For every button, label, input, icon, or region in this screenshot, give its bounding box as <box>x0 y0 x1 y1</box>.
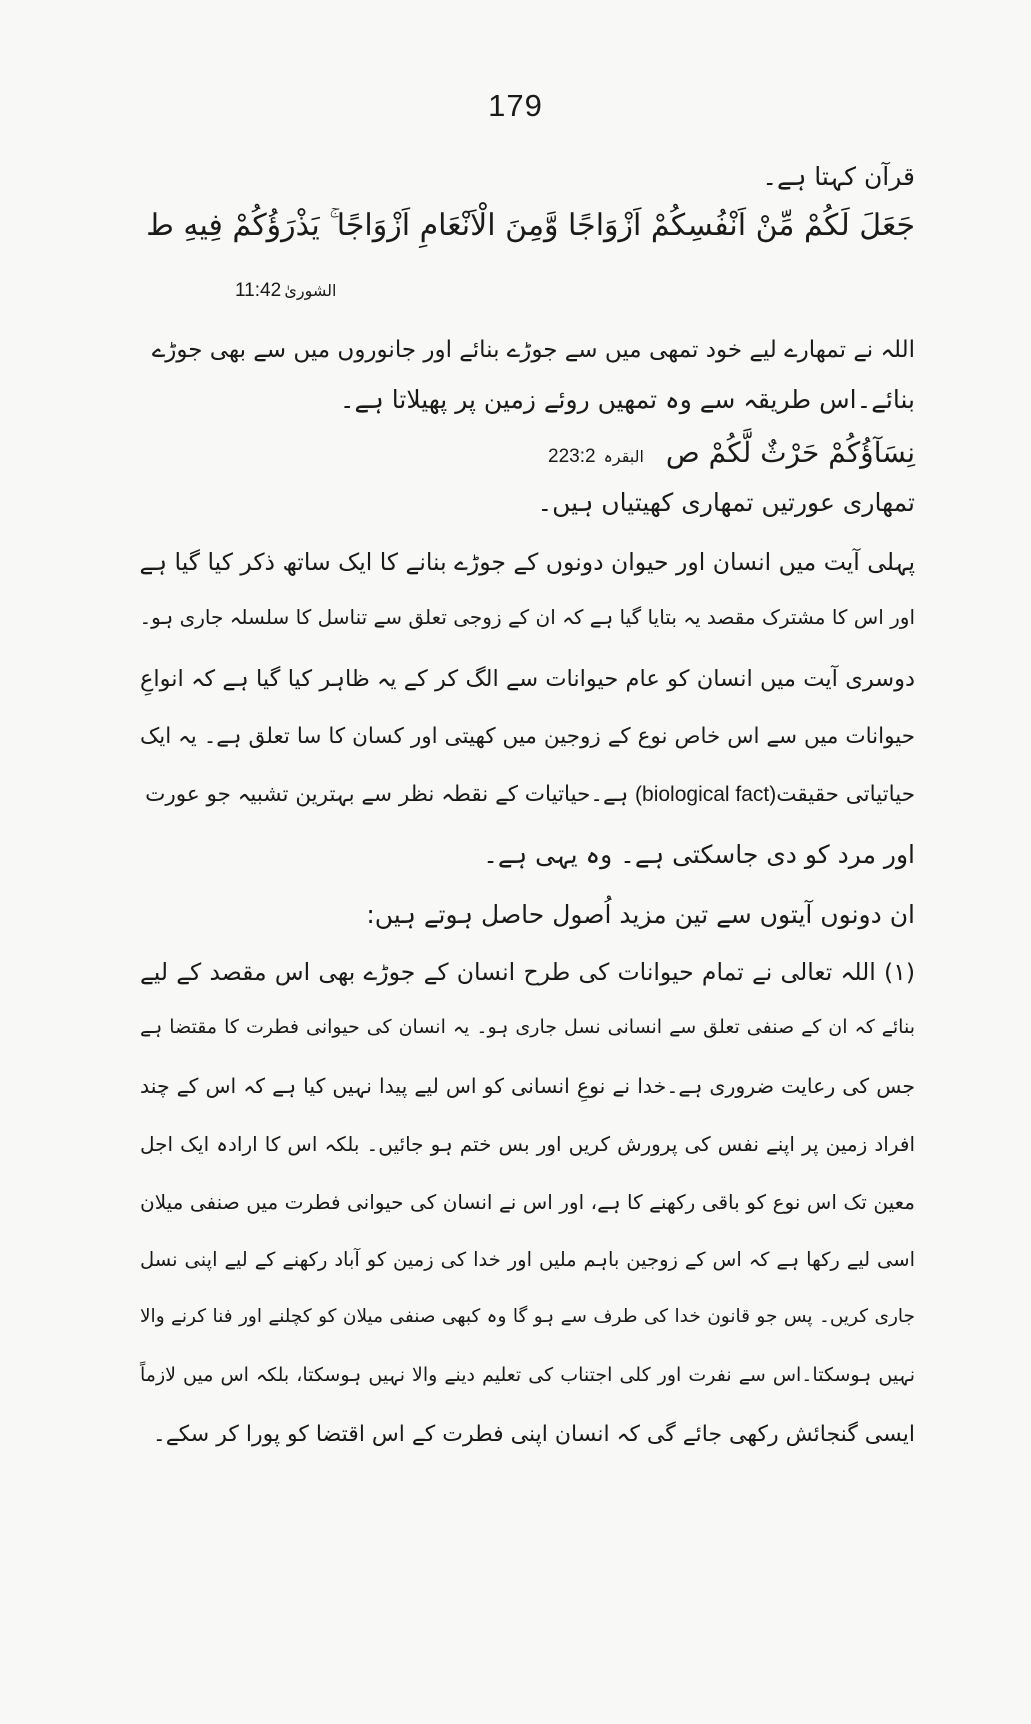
verse-2-ref-surah: البقرہ <box>603 447 644 466</box>
para-4-line-9: ایسی گنجائش رکھی جائے گی کہ انسان اپنی فطرت کے اس اقتضا کو پورا کر سکے۔ <box>152 1422 915 1447</box>
verse-1-reference <box>235 280 337 302</box>
para-4-line-6: اسی لیے رکھا ہے کہ اس کے زوجین باہم ملیں اور خدا کی زمین کو آباد رکھنے کے لیے اپنی نسل <box>140 1248 915 1271</box>
para-4-line-8: نہیں ہوسکتا۔اس سے نفرت اور کلی اجتناب کی تعلیم دینے والا نہیں ہوسکتا، بلکہ اس میں لازماً <box>140 1364 915 1386</box>
para-4-line-5: معین تک اس نوع کو باقی رکھنے کا ہے، اور اس نے انسان کی حیوانی فطرت میں صنفی میلان <box>140 1190 915 1214</box>
para-4-line-1: (۱) اللہ تعالی نے تمام حیوانات کی طرح انسان کے جوڑے بھی اس مقصد کے لیے <box>140 958 915 986</box>
intro-line: قرآن کہتا ہے۔ <box>762 162 915 191</box>
para-2-line-3-end: ہے۔حیاتیات کے نقطہ نظر سے بہترین تشبیہ جو عورت <box>145 782 629 807</box>
verse-2-line <box>140 436 915 469</box>
para-1-line-2: اور اس کا مشترک مقصد یہ بتایا گیا ہے کہ ان کے زوجی تعلق سے تناسل کا سلسلہ جاری ہو۔ <box>139 605 915 629</box>
para-2-line-2: حیوانات میں سے اس خاص نوع کے زوجین میں کھیتی اور کسان کا سا تعلق ہے۔ یہ ایک <box>140 724 915 749</box>
page-number: 179 <box>488 88 543 123</box>
para-2-line-4: اور مرد کو دی جاسکتی ہے۔ وہ یہی ہے۔ <box>483 840 915 869</box>
verse-2-ref-number: 223:2 <box>548 446 596 467</box>
para-2-line-3-start: حیاتیاتی حقیقت <box>776 782 915 807</box>
verse-1-translation-line-1: اللہ نے تمھارے لیے خود تمھی میں سے جوڑے بنائے اور جانوروں میں سے بھی جوڑے <box>151 337 915 363</box>
verse-1-arabic: جَعَلَ لَكُمْ مِّنْ اَنْفُسِكُمْ اَزْوَاجًا وَّمِنَ الْاَنْعَامِ اَزْوَاجًا ۚ يَذْرَؤُكُمْ فِيهِ ط <box>146 208 915 243</box>
para-4-line-4: افراد زمین پر اپنے نفس کی پرورش کریں اور بس ختم ہو جائیں۔ بلکہ اس کا ارادہ ایک اجل <box>140 1132 915 1156</box>
verse-1-ref-surah: الشوریٰ <box>284 281 337 300</box>
para-4-line-2: بنائے کہ ان کے صنفی تعلق سے انسانی نسل جاری ہو۔ یہ انسان کی حیوانی فطرت کا مقتضا ہے <box>140 1016 915 1038</box>
verse-2-translation: تمھاری عورتیں تمھاری کھیتیاں ہیں۔ <box>537 488 915 517</box>
para-1-line-1: پہلی آیت میں انسان اور حیوان دونوں کے جوڑے بنانے کا ایک ساتھ ذکر کیا گیا ہے <box>139 548 915 576</box>
english-term: (biological fact) <box>635 783 777 806</box>
para-4-line-7: جاری کریں۔ پس جو قانون خدا کی طرف سے ہو گا وہ کبھی صنفی میلان کو کچلنے اور فنا کرنے والا <box>140 1306 915 1327</box>
para-2-line-3 <box>140 782 915 807</box>
verse-1-ref-number: 11:42 <box>235 280 282 301</box>
para-3-line: ان دونوں آیتوں سے تین مزید اُصول حاصل ہوتے ہیں: <box>366 900 915 929</box>
verse-1-translation-line-2: بنائے۔اس طریقہ سے وہ تمھیں روئے زمین پر پھیلاتا ہے۔ <box>339 385 915 414</box>
para-2-line-1: دوسری آیت میں انسان کو عام حیوانات سے الگ کر کے یہ ظاہر کیا گیا ہے کہ انواعِ <box>140 666 915 692</box>
para-4-line-3: جس کی رعایت ضروری ہے۔خدا نے نوعِ انسانی کو اس لیے پیدا نہیں کیا ہے کہ اس کے چند <box>140 1074 915 1098</box>
verse-2-arabic: نِسَآؤُكُمْ حَرْثٌ لَّكُمْ ص <box>665 436 915 469</box>
